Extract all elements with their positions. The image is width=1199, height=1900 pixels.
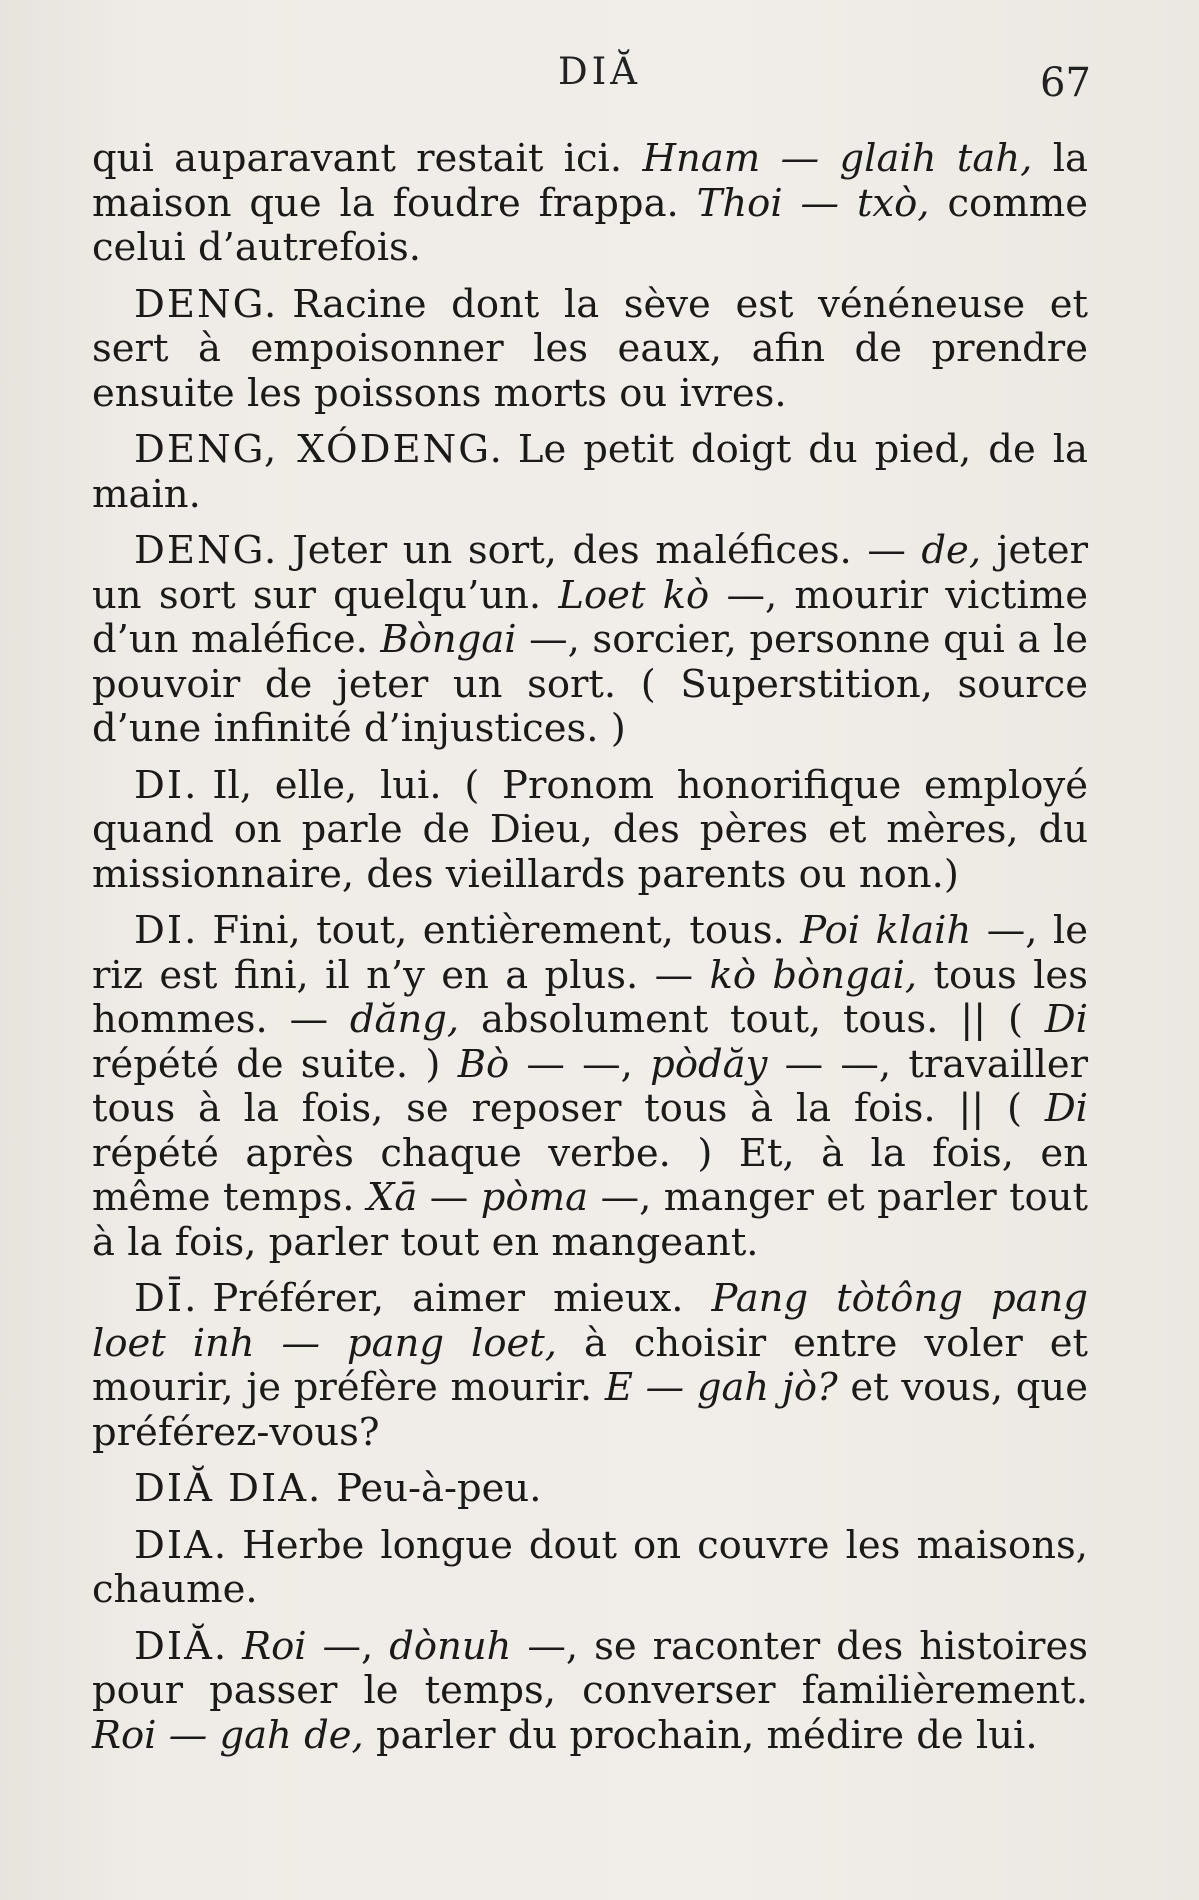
dictionary-entry bbox=[92, 428, 1088, 517]
dictionary-entry bbox=[92, 764, 1088, 898]
entry-headword: DIA. bbox=[134, 1522, 229, 1568]
definition-text: Jeter un sort, des maléfices. — bbox=[292, 528, 922, 573]
definition-text: répété de suite. ) bbox=[92, 1041, 458, 1087]
definition-text: Peu-à-peu. bbox=[336, 1466, 542, 1511]
definition-text: la maison que la foudre frappa. bbox=[92, 136, 1089, 226]
dictionary-entry bbox=[92, 1625, 1088, 1759]
italic-term: Poi klaih bbox=[800, 908, 972, 953]
italic-term: Bòngai bbox=[380, 617, 517, 662]
italic-term: Roi — gah de, bbox=[92, 1712, 364, 1758]
dictionary-entry bbox=[92, 529, 1088, 752]
italic-term: Di bbox=[1044, 1086, 1088, 1131]
definition-text: —, mourir victime d’un maléfice. bbox=[92, 572, 1088, 662]
entry-headword: DI. bbox=[134, 762, 199, 808]
entry-headword: DĪ. bbox=[134, 1276, 199, 1321]
definition-text: répété après chaque verbe. ) Et, à la fois, en même temps. bbox=[92, 1130, 1088, 1220]
dictionary-entry bbox=[92, 1524, 1088, 1613]
italic-term: de, bbox=[921, 528, 982, 573]
dictionary-entry bbox=[92, 909, 1088, 1265]
dictionary-entry bbox=[92, 283, 1088, 417]
definition-text: —, le riz est fini, il n’y en a plus. — bbox=[92, 908, 1089, 998]
entry-headword: DIĂ. bbox=[134, 1623, 229, 1669]
page-number: 67 bbox=[1040, 60, 1091, 106]
definition-text: et vous, que préférez-vous? bbox=[92, 1365, 1088, 1455]
definition-text: qui auparavant restait ici. bbox=[92, 136, 643, 181]
entry-list bbox=[92, 283, 1088, 1759]
entry-headword: DENG. bbox=[134, 528, 279, 573]
definition-text: Herbe longue dout on couvre les maisons, chaume. bbox=[92, 1522, 1088, 1612]
definition-text: — bbox=[417, 1175, 481, 1220]
italic-term: E — gah jò? bbox=[604, 1365, 838, 1410]
definition-text: —, bbox=[306, 1623, 390, 1669]
italic-term: Hnam — glaih tah, bbox=[642, 136, 1033, 181]
entry-headword: DENG, XÓDENG. bbox=[134, 427, 504, 472]
definition-text: —, se raconter des histoires pour passer le temps, converser familièrement. bbox=[92, 1623, 1088, 1713]
italic-term: dònuh bbox=[389, 1623, 512, 1669]
definition-text: comme celui d’autrefois. bbox=[92, 180, 1089, 270]
italic-term: Bò bbox=[457, 1041, 510, 1087]
definition-text: parler du prochain, médire de lui. bbox=[363, 1712, 1038, 1758]
italic-term: Thoi — txò, bbox=[696, 180, 930, 226]
definition-text: à choisir entre voler et mourir, je préfère mourir. bbox=[92, 1320, 1088, 1410]
italic-term: dăng, bbox=[349, 997, 460, 1042]
italic-term: Di bbox=[1044, 997, 1088, 1042]
body-text bbox=[92, 137, 1088, 1770]
definition-text: — —, travailler tous à la fois, se reposer tous à la fois. || ( bbox=[92, 1041, 1089, 1131]
definition-text: —, manger et parler tout à la fois, parler tout en mangeant. bbox=[92, 1175, 1088, 1265]
definition-text: tous les hommes. — bbox=[92, 952, 1088, 1042]
definition-text: Il, elle, lui. ( Pronom honorifique employé quand on parle de Dieu, des pères et mères, du missionnaire, des vieillards parents ou non.) bbox=[92, 762, 1088, 897]
running-head bbox=[0, 50, 1199, 110]
definition-text: Le petit doigt du pied, de la main. bbox=[92, 427, 1089, 517]
italic-term: Xā bbox=[366, 1175, 418, 1220]
dictionary-entry bbox=[92, 1277, 1088, 1455]
entry-headword: DI. bbox=[134, 908, 199, 953]
entry-headword: DENG. bbox=[134, 281, 279, 327]
dictionary-entry bbox=[92, 1467, 1088, 1512]
italic-term: Pang tòtông pang loet inh — pang loet, bbox=[92, 1276, 1088, 1366]
italic-term: pòdăy bbox=[650, 1041, 768, 1087]
italic-term: pòma bbox=[480, 1175, 589, 1220]
definition-text: jeter un sort sur quelqu’un. bbox=[92, 528, 1088, 618]
italic-term: Loet kò bbox=[558, 572, 710, 618]
definition-text: absolument tout, tous. || ( bbox=[459, 997, 1045, 1042]
italic-term: Roi bbox=[242, 1623, 307, 1669]
entry-headword: DIĂ DIA. bbox=[134, 1466, 323, 1511]
italic-term: kò bòngai, bbox=[709, 952, 918, 998]
running-title: DIĂ bbox=[557, 50, 641, 93]
definition-text: —, sorcier, personne qui a le pouvoir de jeter un sort. ( Superstition, source d’une infinité d’injustices. ) bbox=[92, 617, 1088, 751]
definition-text: Racine dont la sève est vénéneuse et sert à empoisonner les eaux, afin de prendre ensuite les poissons morts ou ivres. bbox=[92, 281, 1088, 416]
definition-text: — —, bbox=[509, 1041, 651, 1087]
definition-text: Fini, tout, entièrement, tous. bbox=[212, 908, 801, 953]
continuation-paragraph bbox=[92, 137, 1088, 271]
definition-text: Préférer, aimer mieux. bbox=[212, 1276, 712, 1321]
